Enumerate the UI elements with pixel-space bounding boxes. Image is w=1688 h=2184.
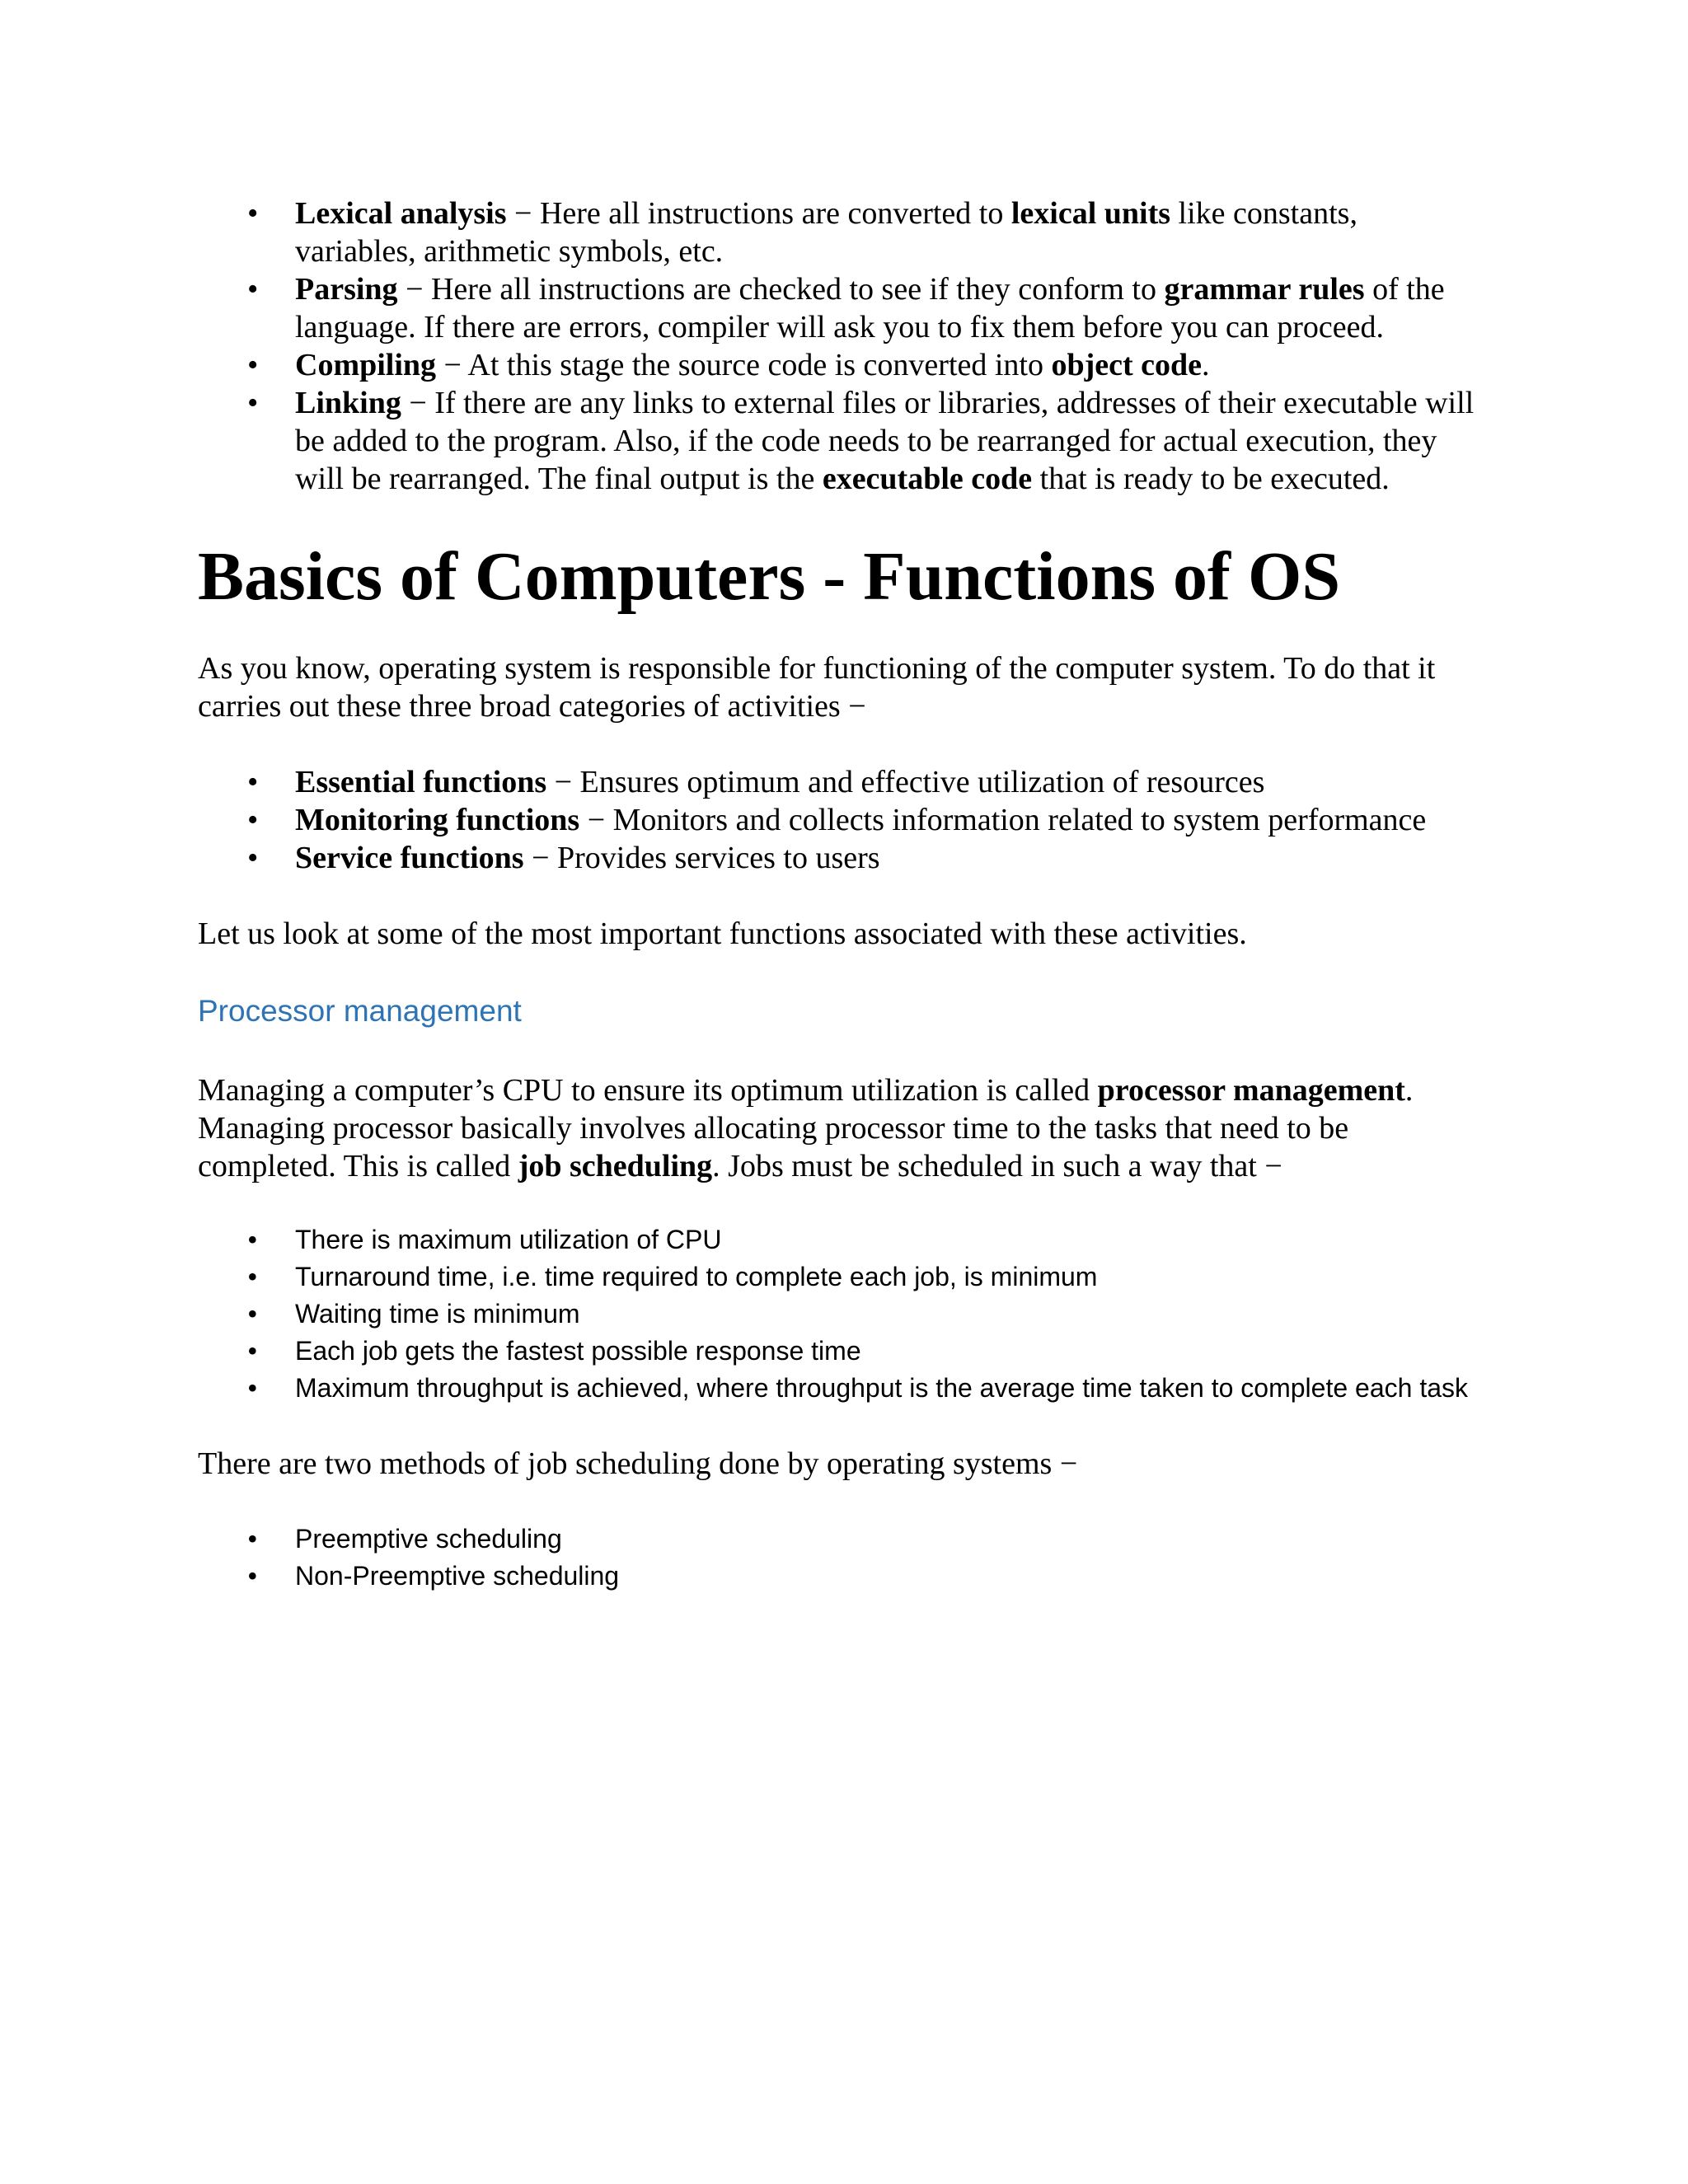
- list-item: • Waiting time is minimum: [198, 1296, 1484, 1333]
- document-page: [198, 194, 1484, 1595]
- list-item: • Parsing − Here all instructions are checked to see if they conform to grammar rules of the language. If there are errors, compiler will ask you to fix them before you can proceed.: [198, 270, 1484, 346]
- intro-paragraph: As you know, operating system is responsible for functioning of the computer system. To do that it carries out these three broad categories of activities −: [198, 651, 1436, 724]
- look-at-paragraph: Let us look at some of the most important functions associated with these activities.: [198, 916, 1247, 951]
- list-item: • Preemptive scheduling: [198, 1521, 1484, 1558]
- scheduling-goals-list: [198, 1221, 1484, 1407]
- term-parsing: Parsing: [295, 272, 398, 307]
- page-title: Basics of Computers - Functions of OS: [198, 538, 1341, 615]
- list-item: • Turnaround time, i.e. time required to complete each job, is minimum: [198, 1258, 1484, 1296]
- activity-categories-list: [198, 763, 1484, 877]
- processor-management-paragraph: Managing a computer’s CPU to ensure its optimum utilization is called processor management. Managing processor basically involves allocating processor time to the tasks that need to be completed. This is called job scheduling. Jobs must be scheduled in such a way that −: [198, 1073, 1414, 1183]
- list-item: • Service functions − Provides services to users: [198, 839, 1484, 877]
- term-lexical-analysis: Lexical analysis: [295, 196, 507, 231]
- list-item: • Linking − If there are any links to external files or libraries, addresses of their executable will be added to the program. Also, if the code needs to be rearranged for actual execution, they will be rearranged. The final output is the executable code that is ready to be executed.: [198, 384, 1484, 498]
- list-item: • Compiling − At this stage the source code is converted into object code.: [198, 346, 1484, 384]
- list-item: • There is maximum utilization of CPU: [198, 1221, 1484, 1258]
- term-compiling: Compiling: [295, 348, 437, 382]
- list-item: • Maximum throughput is achieved, where throughput is the average time taken to complete each task: [198, 1370, 1484, 1407]
- term-linking: Linking: [295, 386, 401, 420]
- compile-steps-list: [198, 194, 1484, 498]
- list-item: • Monitoring functions − Monitors and collects information related to system performance: [198, 801, 1484, 839]
- scheduling-methods-list: [198, 1521, 1484, 1595]
- list-item: • Each job gets the fastest possible response time: [198, 1333, 1484, 1370]
- list-item: • Lexical analysis − Here all instructions are converted to lexical units like constants, variables, arithmetic symbols, etc.: [198, 194, 1484, 270]
- list-item: • Non-Preemptive scheduling: [198, 1558, 1484, 1595]
- methods-intro-paragraph: There are two methods of job scheduling done by operating systems −: [198, 1446, 1078, 1481]
- section-heading: Processor management: [198, 994, 522, 1028]
- list-item: • Essential functions − Ensures optimum and effective utilization of resources: [198, 763, 1484, 801]
